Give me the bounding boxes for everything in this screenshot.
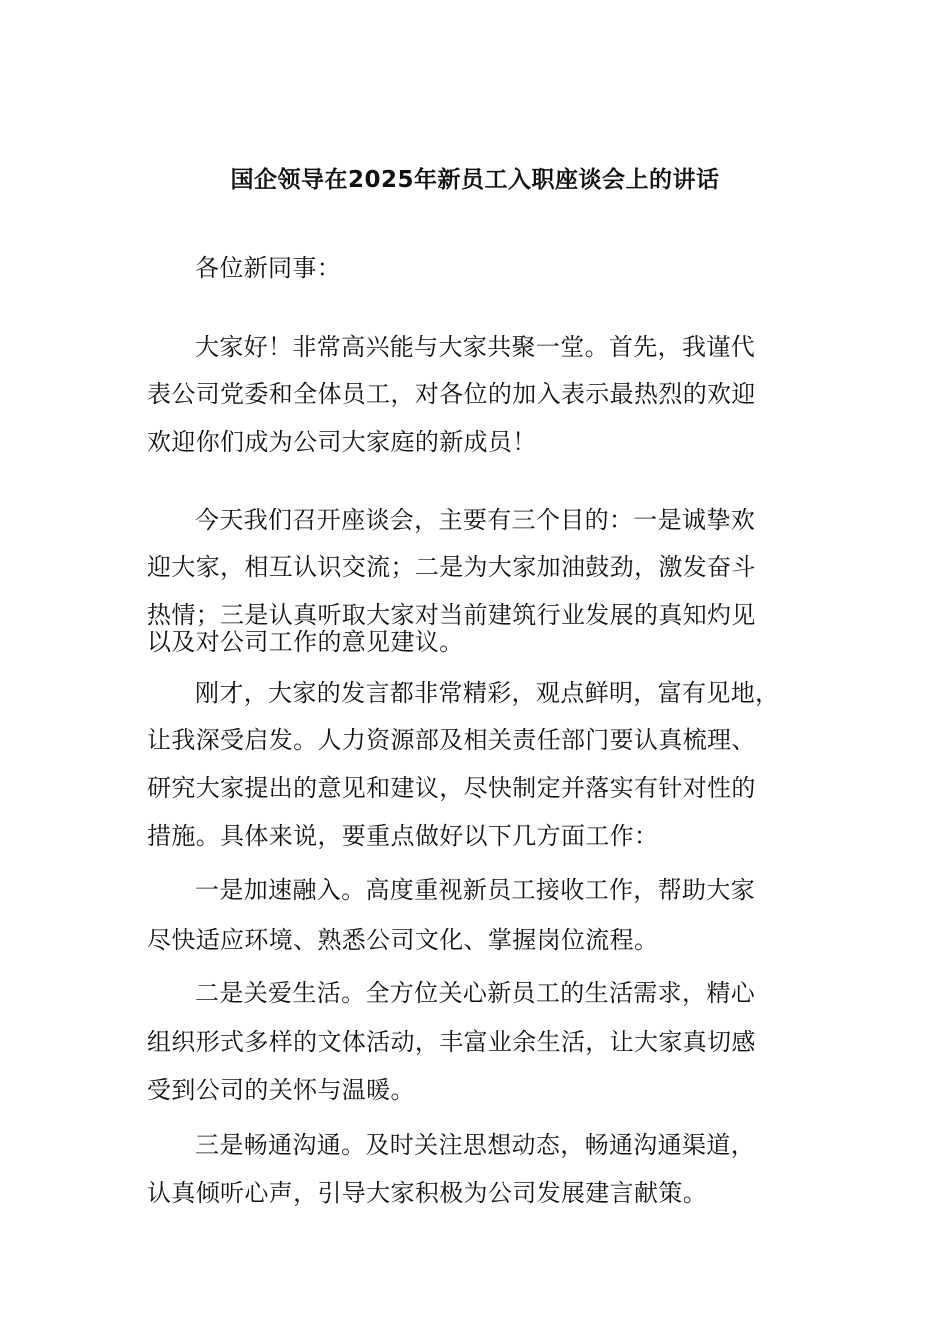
text-line: 一是加速融入。高度重视新员工接收工作，帮助大家 <box>195 876 756 904</box>
document-title: 国企领导在2025年新员工入职座谈会上的讲话 <box>230 167 720 193</box>
text-line: 大家好！非常高兴能与大家共聚一堂。首先，我谨代 <box>195 333 756 361</box>
text-line: 欢迎你们成为公司大家庭的新成员！ <box>147 428 537 456</box>
text-line: 组织形式多样的文体活动，丰富业余生活，让大家真切感 <box>147 1028 756 1056</box>
text-line: 三是畅通沟通。及时关注思想动态，畅通沟通渠道， <box>195 1131 756 1159</box>
text-line: 以及对公司工作的意见建议。 <box>147 628 464 656</box>
text-line: 表公司党委和全体员工，对各位的加入表示最热烈的欢迎 <box>147 380 756 408</box>
text-line: 措施。具体来说，要重点做好以下几方面工作： <box>147 822 659 850</box>
text-line: 让我深受启发。人力资源部及相关责任部门要认真梳理、 <box>147 726 756 754</box>
text-line: 热情；三是认真听取大家对当前建筑行业发展的真知灼见 <box>147 601 756 629</box>
text-line: 今天我们召开座谈会，主要有三个目的：一是诚挚欢 <box>195 506 756 534</box>
text-line: 二是关爱生活。全方位关心新员工的生活需求，精心 <box>195 979 756 1007</box>
text-line: 迎大家，相互认识交流；二是为大家加油鼓劲，激发奋斗 <box>147 553 756 581</box>
text-line: 各位新同事： <box>195 254 342 282</box>
text-line: 研究大家提出的意见和建议，尽快制定并落实有针对性的 <box>147 774 756 802</box>
text-line: 刚才，大家的发言都非常精彩，观点鲜明，富有见地， <box>195 679 780 707</box>
text-line: 认真倾听心声，引导大家积极为公司发展建言献策。 <box>147 1179 708 1207</box>
text-line: 受到公司的关怀与温暖。 <box>147 1076 415 1104</box>
text-line: 尽快适应环境、熟悉公司文化、掌握岗位流程。 <box>147 926 659 954</box>
